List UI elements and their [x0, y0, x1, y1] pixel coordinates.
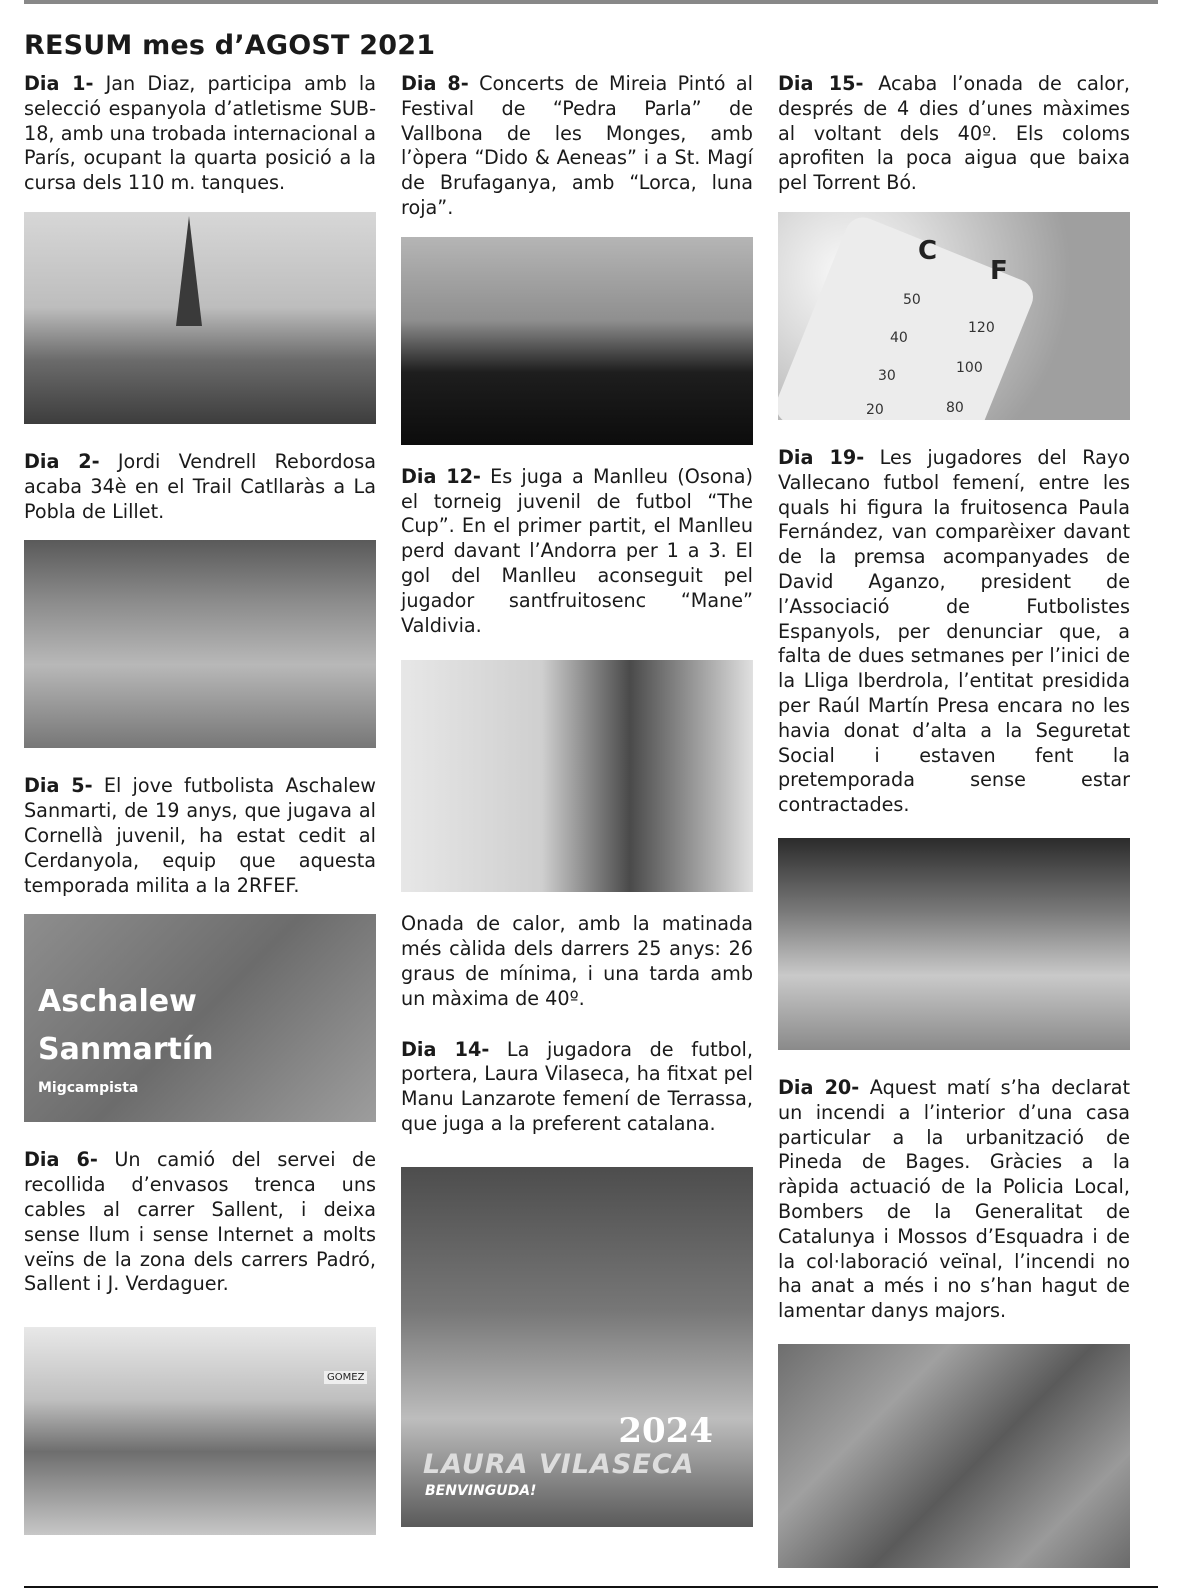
news-entry-day-19 [778, 446, 1130, 818]
tick-20: 20 [866, 401, 884, 418]
entry-text: Acaba l’onada de calor, després de 4 dies d’unes màximes al voltant dels 40º. Els coloms aprofiten la poca aigua que baixa pel Torrent Bó. [778, 72, 1131, 195]
photo-trail-runner [24, 540, 376, 748]
photo-aschalew [24, 914, 376, 1122]
photo-thermometer [778, 212, 1130, 420]
entry-day: Dia 15- [778, 72, 864, 95]
entry-text: Es juga a Manlleu (Osona) el torneig juvenil de futbol “The Cup”. En el primer partit, el Manlleu perd davant l’Andorra per 1 a 3. El gol del Manlleu aconseguit pel jugador santfruitosenc “Mane” Valdivia. [401, 464, 753, 637]
photo-womens-team [778, 838, 1130, 1050]
news-entry-day-12 [401, 465, 753, 639]
entry-day: Dia 19- [778, 445, 865, 469]
tick-50: 50 [903, 291, 921, 308]
entry-text: Les jugadores del Rayo Vallecano futbol femení, entre les quals hi figura la fruitosenca Paula Fernández, van comparèixer davant de la premsa acompanyades de David Aganzo, president de l’Associació de Futbolistes Espanyols, per denunciar que, a falta de dues setmanes per l’inici de la Lliga Iberdrola, l’entitat presidida per Raúl Martín Presa encara no les havia donat d’alta a la Seguretat Social i estaven fent la pretemporada sense estar contractades. [778, 445, 1130, 817]
news-entry-day-8 [401, 72, 753, 221]
entry-text: Onada de calor, amb la matinada més càlida dels darrers 25 anys: 26 graus de mínima, i una tarda amb un màxima de 40º. [401, 912, 753, 1010]
photo-aerial-map [778, 1344, 1130, 1568]
tick-80: 80 [946, 399, 964, 416]
news-entry-heatwave [401, 912, 753, 1011]
news-entry-day-2 [24, 450, 376, 524]
entry-day: Dia 20- [778, 1075, 860, 1099]
entry-day: Dia 2- [24, 449, 100, 473]
tick-30: 30 [878, 367, 896, 384]
entry-text: Jan Diaz, participa amb la selecció espanyola d’atletisme SUB-18, amb una trobada internacional a París, ocupant la quarta posició a la cursa dels 110 m. tanques. [24, 72, 376, 195]
column-left [24, 72, 376, 1535]
photo-paris-team [24, 212, 376, 424]
thermo-c-label: C [918, 235, 938, 266]
eiffel-tower-shape [176, 216, 202, 326]
photo-year: 2024 [618, 1410, 713, 1451]
news-entry-day-20 [778, 1076, 1130, 1324]
entry-text: Jordi Vendrell Rebordosa acaba 34è en el Trail Catllaràs a La Pobla de Lillet. [24, 449, 377, 523]
photo-laura-vilaseca [401, 1167, 753, 1527]
column-middle [401, 72, 753, 1527]
entry-day: Dia 14- [401, 1037, 490, 1061]
news-entry-day-14 [401, 1038, 753, 1137]
entry-day: Dia 1- [24, 72, 94, 95]
thermo-f-label: F [990, 255, 1008, 286]
photo-name: LAURA VILASECA [423, 1448, 695, 1480]
page-title: RESUM mes d’AGOST 2021 [24, 30, 436, 61]
top-rule [24, 0, 1158, 4]
entry-day: Dia 6- [24, 1148, 98, 1172]
tick-120: 120 [968, 319, 995, 336]
entry-day: Dia 12- [401, 464, 481, 488]
tick-40: 40 [890, 329, 908, 346]
photo-name-line1: Aschalew [38, 984, 197, 1020]
tick-100: 100 [956, 359, 983, 376]
entry-text: Un camió del servei de recollida d’envasos trenca uns cables al carrer Sallent, i deixa sense llum i sense Internet a molts veïns de la zona dels carrers Padró, Sallent i J. Verdaguer. [24, 1148, 377, 1296]
entry-text: Concerts de Mireia Pintó al Festival de “Pedra Parla” de Vallbona de les Monges, amb l’òpera “Dido & Aeneas” i a St. Magí de Brufaganya, amb “Lorca, luna roja”. [401, 72, 753, 219]
shop-sign: GOMEZ [324, 1371, 367, 1384]
entry-text: Aquest matí s’ha declarat un incendi a l’interior d’una casa particular a la urbanització de Pineda de Bages. Gràcies a la ràpida actuació de la Policia Local, Bombers de la Generalitat de Catalunya i Mossos d’Esquadra i de la col·laboració veïnal, l’incendi no ha anat a més i no s’han hagut de lamentar danys majors. [778, 1075, 1130, 1323]
news-entry-day-15 [778, 72, 1130, 196]
photo-football-player [401, 660, 753, 892]
entry-text: La jugadora de futbol, portera, Laura Vilaseca, ha fitxat pel Manu Lanzarote femení de Terrassa, que juga a la preferent catalana. [401, 1037, 753, 1135]
photo-subtitle: BENVINGUDA! [425, 1482, 537, 1499]
thermometer-icon [778, 212, 1038, 420]
photo-role: Migcampista [38, 1080, 139, 1097]
news-entry-day-6 [24, 1148, 376, 1297]
entry-day: Dia 8- [401, 72, 469, 95]
entry-day: Dia 5- [24, 774, 93, 798]
news-entry-day-5 [24, 774, 376, 898]
entry-text: El jove futbolista Aschalew Sanmarti, de 19 anys, que jugava al Cornellà juvenil, ha estat cedit al Cerdanyola, equip que aquesta temporada milita a la 2RFEF. [24, 774, 376, 897]
photo-name-line2: Sanmartín [38, 1032, 214, 1068]
bottom-rule [24, 1586, 1158, 1588]
photo-concert [401, 237, 753, 445]
column-right [778, 72, 1130, 1568]
photo-street-sallent [24, 1327, 376, 1535]
news-entry-day-1 [24, 72, 376, 196]
